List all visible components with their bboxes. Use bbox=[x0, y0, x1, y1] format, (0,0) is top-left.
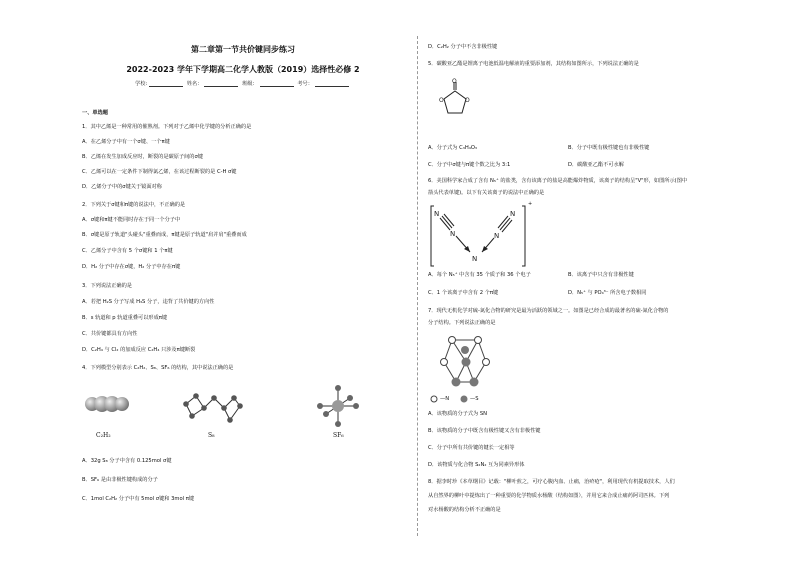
page-subtitle: 2022-2023 学年下学期高二化学人教版（2019）选择性必修 2 bbox=[126, 65, 360, 74]
q3-stem: 3．下列说法正确的是 bbox=[82, 283, 132, 289]
q7-stem-line2: 分子结构。下列说法正确的是 bbox=[428, 320, 496, 326]
q7-option-c: C．分子中所有共价键的键长一定相等 bbox=[428, 445, 515, 451]
q6-stem-line1: 6．美国科学家合成了含有 N₅⁺ 的盐类，含有该离子的盐是高能爆炸物质，该离子的结构呈"V"形，如图所示(图中 bbox=[428, 178, 688, 184]
q3-option-b: B．s 轨道和 p 轨道重叠可以形成π键 bbox=[82, 315, 168, 321]
q7-stem-line1: 7．现代无机化学对硫-氮化合物的研究是最为活跃的领域之一。如图是已经合成的最著名的硫-氮化合物的 bbox=[428, 308, 669, 314]
q2-option-b: B．σ键是原子轨道"头碰头"重叠而成，π键是原子轨道"肩并肩"重叠而成 bbox=[82, 232, 247, 238]
q4-option-c: C．1mol C₂H₂ 分子中有 5mol σ键和 3mol π键 bbox=[82, 496, 195, 502]
n-legend-label: —N bbox=[440, 396, 450, 402]
q8-line1: 8．据李时珍《本草纲目》记载："柳叶煎之，可疗心腹内血、止痛，治疥疮"，利用现代有机提取技术，人们 bbox=[428, 479, 675, 485]
q2-option-a: A．σ键和π键不能同时存在于同一个分子中 bbox=[82, 217, 181, 223]
q7-option-d: D．该物质与化合物 S₂N₂ 互为同素异形体 bbox=[428, 462, 525, 468]
q6-option-b: B．该离子中只含有非极性键 bbox=[568, 272, 634, 278]
svg-text:O: O bbox=[439, 97, 444, 104]
svg-text:O: O bbox=[452, 78, 457, 85]
q2-option-c: C．乙烯分子中含有 5 个σ键和 1 个π键 bbox=[82, 248, 173, 254]
q1-option-a: A．在乙烯分子中有一个σ键、一个π键 bbox=[82, 139, 170, 145]
s-legend-label: —S bbox=[470, 396, 479, 402]
ethylene-carbonate-structure bbox=[432, 78, 476, 122]
q6-stem-line2: 箭头代表单键)。以下有关该离子的说法中正确的是 bbox=[428, 190, 545, 196]
q4-stem: 4．下列模型分别表示 C₂H₂、S₈、SF₆ 的结构，其中说法正确的是 bbox=[82, 365, 234, 371]
q8-line3: 对水杨酸的结构分析不正确的是 bbox=[428, 507, 501, 513]
column-divider bbox=[417, 36, 418, 536]
s8-label: S₈ bbox=[208, 432, 215, 439]
s-legend-icon bbox=[460, 395, 468, 403]
s4n4-structure bbox=[438, 332, 494, 390]
q1-stem: 1．其中乙烯是一种常用的催熟剂。下列对于乙烯中化学键的分析正确的是 bbox=[82, 124, 252, 130]
svg-text:N: N bbox=[494, 232, 500, 240]
c2h2-model-image bbox=[82, 390, 132, 420]
s8-model-image bbox=[182, 392, 244, 426]
n5-charge-label: + bbox=[528, 201, 533, 207]
n5-ion-structure bbox=[430, 204, 530, 268]
svg-text:N: N bbox=[434, 210, 440, 218]
svg-text:N: N bbox=[510, 210, 516, 218]
q5-option-d: D．碳酸亚乙酯不可水解 bbox=[568, 162, 624, 168]
school-blank[interactable] bbox=[149, 80, 183, 87]
q7-option-a: A．该物质的分子式为 SN bbox=[428, 411, 488, 417]
q1-option-c: C．乙烯可以在一定条件下制得氯乙烯，在该过程断裂的是 C-H σ键 bbox=[82, 169, 237, 175]
q4-option-b: B．SF₆ 是由非极性键构成的分子 bbox=[82, 477, 158, 483]
q4-option-a: A．32g S₈ 分子中含有 0.125mol σ键 bbox=[82, 458, 172, 464]
section-heading: 一、单选题 bbox=[82, 110, 108, 116]
q5-option-a: A．分子式为 C₃H₄O₃ bbox=[428, 145, 477, 151]
number-blank[interactable] bbox=[315, 80, 349, 87]
n-legend-icon bbox=[430, 395, 438, 403]
sf6-label: SF₆ bbox=[333, 432, 344, 439]
student-info: 学校: 姓名： 班级： 考号： bbox=[78, 80, 408, 87]
q3-option-c: C．共价键都具有方向性 bbox=[82, 331, 138, 337]
class-blank[interactable] bbox=[260, 80, 294, 87]
q5-stem: 5．碳酸亚乙酯是锂离子电池低温电解液的重要添加剂，其结构如图所示，下列说法正确的是 bbox=[428, 61, 639, 67]
c2h2-label: C₂H₂ bbox=[96, 432, 111, 439]
q2-stem: 2．下列关于σ键和π键的说法中，不正确的是 bbox=[82, 202, 186, 208]
q7-option-b: B．该物质的分子中既含有极性键又含有非极性键 bbox=[428, 428, 541, 434]
q1-option-b: B．乙烯在发生加成反应时，断裂的是碳原子间的σ键 bbox=[82, 154, 203, 160]
q3-option-d: D．C₂H₄ 与 Cl₂ 的加成反应 C₂H₄ 只涉及π键断裂 bbox=[82, 347, 196, 353]
sf6-model-image bbox=[316, 384, 360, 428]
q5-option-b: B．分子中既有极性键也有非极性键 bbox=[568, 145, 650, 151]
q1-option-d: D．乙烯分子中的σ键关于镜面对称 bbox=[82, 184, 162, 190]
svg-text:N: N bbox=[472, 255, 478, 263]
q3-option-a: A．若把 H₂S 分子写成 H₃S 分子，违背了共价键的方向性 bbox=[82, 299, 215, 305]
q6-option-a: A．每个 N₅⁺ 中含有 35 个质子和 36 个电子 bbox=[428, 272, 531, 278]
q8-line2: 从自然界的柳叶中提炼出了一种重要的化学物质水杨酸（结构如图），并用它来合成止痛药阿司匹林。下列 bbox=[428, 493, 670, 499]
svg-text:O: O bbox=[465, 97, 470, 104]
q5-option-c: C．分子中σ键与π键个数之比为 3:1 bbox=[428, 162, 511, 168]
name-blank[interactable] bbox=[204, 80, 238, 87]
page-title: 第二章第一节共价键同步练习 bbox=[191, 45, 295, 54]
svg-text:N: N bbox=[450, 230, 456, 238]
q4-option-d: D．C₂H₂ 分子中不含非极性键 bbox=[428, 44, 498, 50]
q6-option-d: D．N₅⁺ 与 PO₄³⁻ 所含电子数相同 bbox=[568, 290, 647, 296]
q6-option-c: C．1 个该离子中含有 2 个π键 bbox=[428, 290, 499, 296]
q2-option-d: D．H₂ 分子中存在σ键，H₂ 分子中存在π键 bbox=[82, 264, 181, 270]
